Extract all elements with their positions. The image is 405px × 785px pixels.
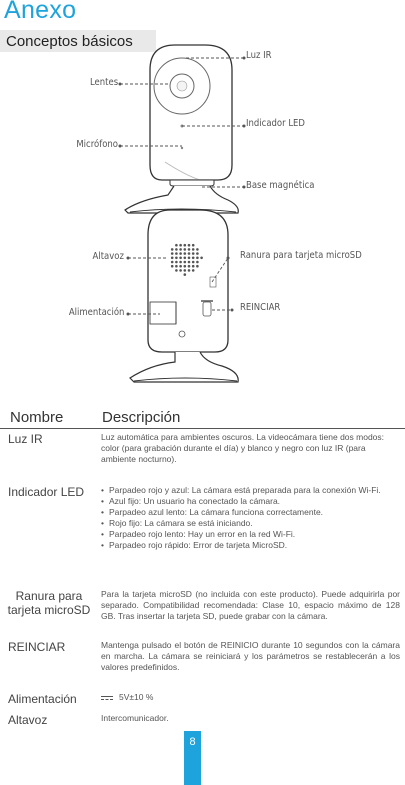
callout-speaker: Altavoz [92,251,124,262]
speaker-grille-dot [179,248,182,251]
row-name: Luz IR [8,432,43,446]
row-name [0,589,98,617]
speaker-grille-dot [196,248,199,251]
speaker-grille-dot [184,265,187,268]
speaker-grille-dot [171,257,174,260]
section-heading-text: Conceptos básicos [6,33,133,50]
row-description: Luz automática para ambientes oscuros. La videocámara tiene dos modos: color (para grabación durante el día) y blanco y negro con luz IR (para ambiente nocturno). [101,432,385,464]
speaker-grille-dot [175,257,178,260]
speaker-grille-dot [175,265,178,268]
column-header-name: Nombre [10,409,64,426]
dc-power-icon [101,695,113,701]
speaker-grille-dot [175,269,178,272]
callout-magnetic-base: Base magnética [246,180,315,191]
speaker-grille-dot [175,261,178,264]
speaker-grille-dot [192,244,195,247]
row-name: REINCIAR [8,640,66,654]
speaker-grille-dot [188,269,191,272]
list-item: • Azul fijo: Un usuario ha conectado la cámara. [101,496,400,507]
speaker-grille-dot [184,261,187,264]
row-name-line: tarjeta microSD [7,603,91,617]
callout-ir-light: Luz IR [246,50,272,61]
list-item: • Parpadeo rojo y azul: La cámara está preparada para la conexión Wi-Fi. [101,485,400,496]
list-item: • Parpadeo azul lento: La cámara funciona correctamente. [101,507,400,518]
speaker-grille-dot [179,244,182,247]
row-name: Altavoz [8,713,48,727]
page-number-tab [184,731,201,785]
camera-front-illustration [125,45,238,213]
row-description [101,692,400,703]
speaker-grille-dot [171,261,174,264]
speaker-grille-dot [188,248,191,251]
speaker-grille-dot [192,261,195,264]
speaker-grille-dot [175,252,178,255]
callout-lens: Lentes [89,77,118,88]
speaker-grille-dot [175,244,178,247]
page-title: Anexo [4,0,77,24]
speaker-grille-dot [188,261,191,264]
speaker-grille-dot [184,257,187,260]
row-description: Mantenga pulsado el botón de REINICIO durante 10 segundos con la cámara en marcha. La cámara se reiniciará y los parámetros se restablecerán a los valores predefinidos. [101,640,400,672]
speaker-grille-dot [184,269,187,272]
speaker-grille-dot [184,273,187,276]
speaker-grille-dot [184,252,187,255]
speaker-grille-dot [196,257,199,260]
column-header-description: Descripción [102,409,181,426]
speaker-grille-dot [192,265,195,268]
header-divider [0,428,405,429]
row-description: Intercomunicador. [101,713,169,723]
row-name: Indicador LED [8,485,85,499]
speaker-grille-dot [192,248,195,251]
speaker-grille-dot [188,252,191,255]
speaker-grille-dot [171,252,174,255]
callout-reset: REINCIAR [240,302,281,313]
speaker-grille-dot [179,261,182,264]
list-item: • Rojo fijo: La cámara se está iniciando. [101,518,400,529]
speaker-grille-dot [196,261,199,264]
led-status-list [101,485,400,551]
power-spec: 5V±10 % [119,692,154,702]
row-name-line: Ranura para [15,589,83,603]
callout-power: Alimentación [68,307,124,318]
callout-led-indicator: Indicador LED [246,118,305,129]
callout-microsd-slot: Ranura para tarjeta microSD [240,250,362,261]
speaker-grille-dot [179,252,182,255]
speaker-grille-dot [175,248,178,251]
row-name: Alimentación [8,692,77,706]
speaker-grille-dot [184,248,187,251]
list-item: • Parpadeo rojo rápido: Error de tarjeta MicroSD. [101,540,400,551]
speaker-grille-dot [184,244,187,247]
page-number: 8 [189,736,196,748]
speaker-grille-dot [188,244,191,247]
speaker-grille-dot [188,257,191,260]
speaker-grille-dot [179,265,182,268]
table-header [0,405,405,427]
callout-microphone: Micrófono [76,139,118,150]
speaker-grille-dot [192,269,195,272]
speaker-grille-dot [179,257,182,260]
speaker-grille-dot [171,248,174,251]
list-item: • Parpadeo rojo lento: Hay un error en la red Wi-Fi. [101,529,400,540]
speaker-grille-dot [179,269,182,272]
speaker-grille-dot [196,265,199,268]
row-description: Para la tarjeta microSD (no incluida con este producto). Puede adquirirla por separado. Compatibilidad recomendada: Clase 10, espacio máximo de 128 GB. Tras insertar la tarjeta SD, puede grabar con la cámara. [101,589,400,621]
speaker-grille-dot [188,265,191,268]
speaker-grille-dot [192,252,195,255]
camera-back-illustration [130,210,238,382]
speaker-grille-dot [192,257,195,260]
speaker-grille-dot [171,265,174,268]
speaker-grille-dot [196,252,199,255]
speaker-grille-dot [200,257,203,260]
